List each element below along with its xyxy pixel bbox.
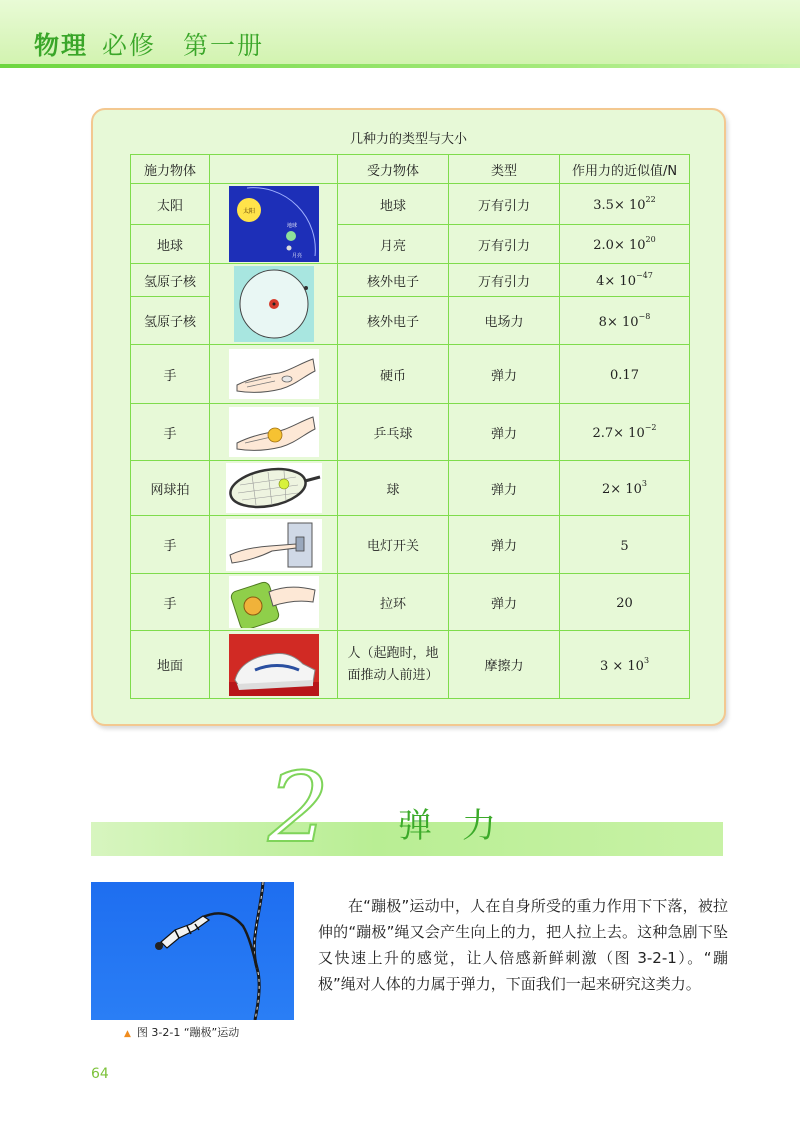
cell-picture-shoe	[210, 631, 338, 699]
cell-type: 万有引力	[449, 184, 560, 225]
caption-text: 图 3-2-1 “蹦极”运动	[136, 1026, 240, 1039]
value-exponent: −47	[635, 271, 653, 280]
table-row	[131, 461, 690, 516]
cell-receiver	[338, 631, 449, 699]
cell-source: 地面	[131, 631, 210, 699]
value-base: 5	[620, 538, 629, 554]
table-title: 几种力的类型与大小	[349, 132, 467, 147]
header-picture	[210, 155, 338, 184]
value-exponent: 3	[643, 655, 650, 665]
cell-value	[560, 404, 690, 461]
header-value: 作用力的近似值/N	[560, 155, 690, 184]
cell-receiver: 月亮	[338, 225, 449, 264]
cell-value	[560, 461, 690, 516]
value-base: 3 × 10	[599, 658, 644, 674]
cell-type: 弹力	[449, 574, 560, 631]
cell-receiver: 核外电子	[338, 264, 449, 297]
cell-value	[560, 516, 690, 574]
bungee-jump-photo	[91, 882, 294, 1020]
header-type: 类型	[449, 155, 560, 184]
table-row	[131, 574, 690, 631]
section-title: 弹力	[398, 806, 526, 846]
table-row	[131, 184, 690, 225]
header-source: 施力物体	[131, 155, 210, 184]
earth-label: 地球	[286, 222, 297, 229]
cell-type: 万有引力	[449, 225, 560, 264]
hand-holding-pingpong-illustration	[229, 407, 319, 457]
force-table-panel	[91, 108, 726, 726]
value-base: 0.17	[610, 368, 639, 383]
cell-picture-switch	[210, 516, 338, 574]
hydrogen-atom-illustration	[234, 266, 314, 342]
header-divider	[0, 64, 800, 68]
cell-receiver: 拉环	[338, 574, 449, 631]
header-receiver: 受力物体	[338, 155, 449, 184]
cell-receiver: 乒乓球	[338, 404, 449, 461]
book-title-main: 物理	[34, 31, 89, 60]
table-row	[131, 516, 690, 574]
value-base: 2× 10	[602, 482, 642, 497]
cell-picture-racket	[210, 461, 338, 516]
force-table	[130, 154, 690, 699]
section-number: 2	[268, 752, 330, 864]
value-exponent: 22	[645, 195, 656, 204]
cell-type: 摩擦力	[449, 631, 560, 699]
value-exponent: 20	[645, 235, 656, 244]
cell-type: 电场力	[449, 297, 560, 345]
cell-receiver: 电灯开关	[338, 516, 449, 574]
cell-type: 弹力	[449, 516, 560, 574]
cell-source: 手	[131, 404, 210, 461]
cell-value	[560, 264, 690, 297]
moon-label: 月亮	[291, 252, 302, 259]
body-paragraph: 在“蹦极”运动中，人在自身所受的重力作用下下落，被拉伸的“蹦极”绳又会产生向上的力，把人拉上去。这种急剧下坠又快速上升的感觉，让人倍感新鲜刺激（图 3-2-1）。“蹦极”绳对人体的力属于弹力，下面我们一起来研究这类力。	[318, 897, 728, 993]
cell-value	[560, 184, 690, 225]
table-row	[131, 404, 690, 461]
cell-source: 网球拍	[131, 461, 210, 516]
receiver-text: 人（起跑时，地面推动人前进）	[347, 645, 439, 683]
table-row	[131, 631, 690, 699]
hand-pulling-can-ring-illustration	[229, 576, 319, 628]
cell-source: 太阳	[131, 184, 210, 225]
cell-source: 手	[131, 574, 210, 631]
cell-source: 手	[131, 516, 210, 574]
cell-type: 弹力	[449, 461, 560, 516]
cell-value	[560, 631, 690, 699]
cell-type: 万有引力	[449, 264, 560, 297]
cell-picture-pingpong	[210, 404, 338, 461]
book-title	[34, 26, 264, 62]
hand-pressing-switch-illustration	[226, 519, 322, 571]
cell-source: 手	[131, 345, 210, 404]
cell-receiver: 核外电子	[338, 297, 449, 345]
cell-receiver: 球	[338, 461, 449, 516]
cell-source: 氢原子核	[131, 264, 210, 297]
value-base: 3.5× 10	[593, 198, 646, 213]
cell-value	[560, 225, 690, 264]
table-row	[131, 345, 690, 404]
figure-caption	[124, 1024, 239, 1040]
value-base: 8× 10	[598, 314, 639, 330]
cell-receiver: 地球	[338, 184, 449, 225]
sun-earth-moon-illustration	[229, 186, 319, 262]
tennis-racket-illustration	[226, 463, 322, 513]
cell-picture-atom	[210, 264, 338, 345]
cell-type: 弹力	[449, 345, 560, 404]
cell-value	[560, 574, 690, 631]
cell-picture-pullring	[210, 574, 338, 631]
cell-source: 氢原子核	[131, 297, 210, 345]
value-exponent: −2	[644, 423, 657, 432]
value-base: 2.7× 10	[592, 426, 645, 441]
cell-type: 弹力	[449, 404, 560, 461]
hand-holding-coin-illustration	[229, 349, 319, 399]
value-base: 4× 10	[596, 274, 636, 289]
cell-picture-coin	[210, 345, 338, 404]
value-exponent: 3	[641, 479, 647, 488]
value-base: 2.0× 10	[593, 238, 646, 253]
table-header-row	[131, 155, 690, 184]
cell-receiver: 硬币	[338, 345, 449, 404]
cell-value	[560, 345, 690, 404]
value-exponent: −8	[638, 311, 651, 321]
book-title-sub: 必修 第一册	[102, 31, 265, 60]
running-shoe-illustration	[229, 634, 319, 696]
cell-picture-solar	[210, 184, 338, 264]
cell-source: 地球	[131, 225, 210, 264]
table-row	[131, 264, 690, 297]
page-number: 64	[91, 1066, 109, 1082]
sun-label: 太阳	[242, 207, 255, 215]
cell-value	[560, 297, 690, 345]
caption-triangle-icon: ▲	[124, 1029, 131, 1039]
value-base: 20	[616, 596, 633, 611]
